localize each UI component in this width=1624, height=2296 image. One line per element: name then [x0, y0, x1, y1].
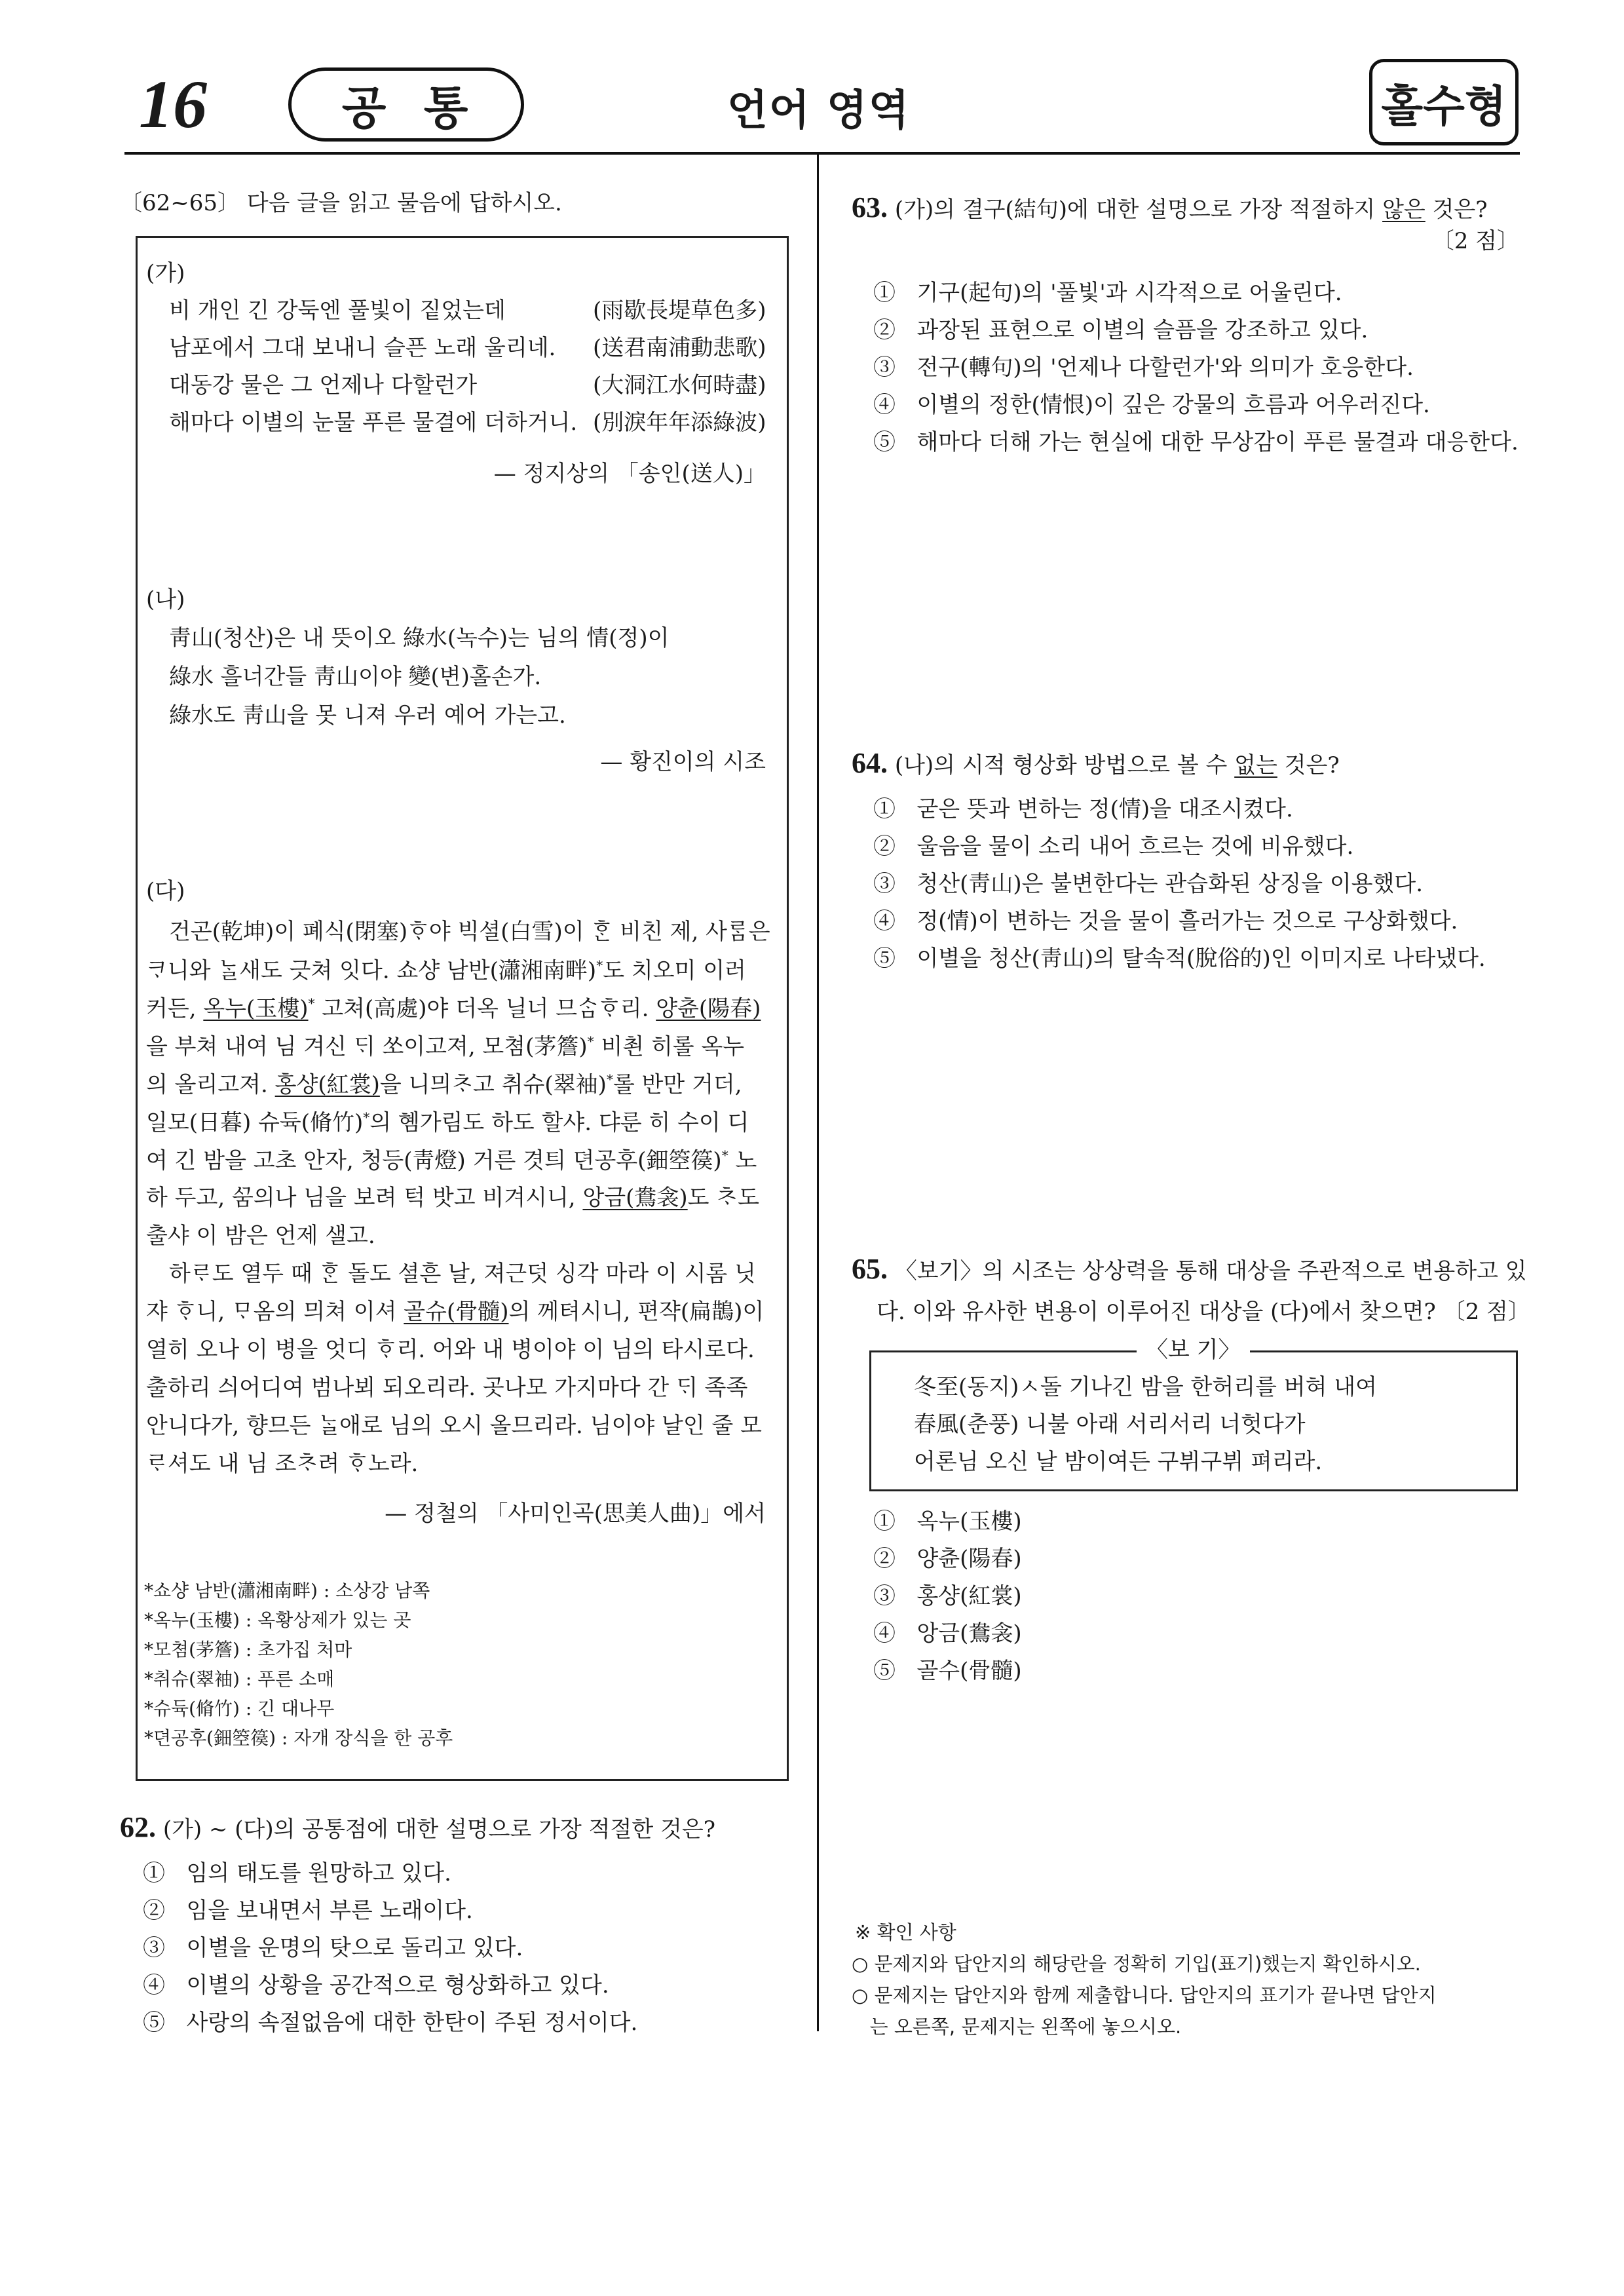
choice-mark: ②	[143, 1898, 165, 1924]
choice-text: 이별을 청산(靑山)의 탈속적(脫俗的)인 이미지로 나타냈다.	[916, 946, 1486, 972]
choice-3[interactable]	[873, 356, 1414, 379]
choice-text: 기구(起句)의 '풀빛'과 시각적으로 어울린다.	[916, 280, 1342, 306]
footnote-mark: *	[596, 957, 603, 973]
section-title: 언어 영역	[727, 86, 911, 135]
choice-text: 이별을 운명의 탓으로 돌리고 있다.	[186, 1935, 523, 1961]
question-stem: (가) ~ (다)의 공통점에 대한 설명으로 가장 적절한 것은?	[162, 1816, 715, 1843]
question-stem-emphasis: 않은	[1382, 197, 1426, 223]
prose-text: 하 두고, ᄭᅮᆷ의나 님을 보려 턱 밧고 비겨시니,	[146, 1185, 583, 1211]
prose-line	[169, 921, 770, 943]
choice-4[interactable]	[143, 1974, 609, 1997]
question-64	[852, 749, 1340, 778]
choice-text: 옥누(玉樓)	[916, 1508, 1022, 1535]
choice-text: 양츈(陽春)	[916, 1546, 1022, 1572]
footnote: *슈듁(脩竹) : 긴 대나무	[144, 1698, 335, 1719]
choice-mark: ③	[873, 871, 896, 897]
choice-text: 전구(轉句)의 '언제나 다할런가'와 의미가 호응한다.	[916, 354, 1414, 381]
column-divider	[817, 153, 819, 2031]
choice-mark: ④	[873, 908, 896, 934]
choice-3[interactable]	[873, 873, 1423, 895]
choice-text: 울음을 물이 소리 내어 흐르는 것에 비유했다.	[916, 833, 1354, 860]
prose-line	[146, 1073, 742, 1096]
passage-da-source: — 정철의 「사미인곡(思美人曲)」에서	[385, 1501, 766, 1527]
question-stem-line2: 다. 이와 유사한 변용이 이루어진 대상을 (다)에서 찾으면? 〔2 점〕	[877, 1299, 1530, 1325]
choice-mark: ④	[873, 1620, 896, 1647]
choice-2[interactable]	[873, 319, 1368, 341]
question-stem: (가)의 결구(結句)에 대한 설명으로 가장 적절하지	[894, 197, 1383, 223]
notice-item: ○ 문제지와 답안지의 해당란을 정확히 기입(표기)했는지 확인하시오.	[852, 1953, 1421, 1975]
question-63	[852, 193, 1488, 222]
choice-2[interactable]	[873, 1548, 1022, 1570]
prose-line	[146, 1377, 747, 1399]
choice-mark: ③	[873, 354, 896, 381]
question-stem: 것은?	[1277, 752, 1340, 778]
choice-4[interactable]	[873, 910, 1458, 932]
choice-2[interactable]	[873, 835, 1353, 858]
prose-line	[146, 1111, 749, 1134]
prose-text: 롤 반만 거더,	[613, 1071, 742, 1098]
prose-text: 쟈 ᄒᆞ니, ᄆᆞ옴의 믜쳐 이셔	[146, 1299, 404, 1325]
choice-1[interactable]	[143, 1862, 451, 1885]
prose-line	[146, 1339, 755, 1361]
subject-left-char: 공	[341, 81, 389, 135]
question-number: 62.	[120, 1811, 156, 1843]
prose-text: 안니다가, 향므든 ᄂᆞᆯ애로 님의 오시 올므리라. 님이야 날인 줄 모	[146, 1413, 762, 1439]
footnote-mark: *	[606, 1071, 613, 1087]
prose-text: 여 긴 밤을 고초 안자, 청등(靑燈) 거른 겻틔 뎐공후(鈿箜篌)	[146, 1147, 722, 1174]
choice-4[interactable]	[873, 394, 1430, 416]
prose-text: 열히 오나 이 병을 엇디 ᄒᆞ리. 어와 내 병이야 이 님의 타시로다.	[146, 1337, 755, 1363]
choice-4[interactable]	[873, 1622, 1022, 1645]
poem-line-hanja: (別淚年年添綠波)	[593, 410, 766, 436]
prose-text: 출하리 싀어디여 범나뵈 되오리라. 곳나모 가지마다 간 ᄃᆡ 족족	[146, 1375, 748, 1401]
choice-5[interactable]	[143, 2012, 637, 2034]
footnote-mark: *	[721, 1147, 728, 1163]
choice-mark: ②	[873, 317, 896, 343]
underlined-term-hongsang: 홍샹(紅裳)	[274, 1071, 380, 1098]
footnote-mark: *	[363, 1109, 370, 1125]
footnote: *취슈(翠袖) : 푸른 소매	[144, 1668, 335, 1690]
page-number: 16	[139, 67, 207, 142]
prose-line	[146, 1225, 375, 1247]
choice-text: 과장된 표현으로 이별의 슬픔을 강조하고 있다.	[916, 317, 1369, 343]
question-points: 〔2 점〕	[1431, 228, 1519, 254]
prose-text: 을 부쳐 내여 님 겨신 ᄃᆡ 쏘이고져, 모쳠(茅簷)	[146, 1033, 588, 1060]
prose-line	[169, 1263, 756, 1285]
choice-mark: ③	[873, 1583, 896, 1609]
choice-text: 사랑의 속절없음에 대한 한탄이 주된 정서이다.	[186, 2010, 638, 2036]
poem-line: 해마다 이별의 눈물 푸른 물결에 더하거니.	[169, 410, 578, 436]
prose-text: 의 께텨시니, 편쟉(扁鵲)이	[508, 1299, 765, 1325]
sijo-line: 綠水 흘너간들 靑山이야 變(변)홀손가.	[169, 664, 542, 690]
question-number: 65.	[852, 1253, 888, 1285]
notice-item: ○ 문제지는 답안지와 함께 제출합니다. 답안지의 표기가 끝나면 답안지	[852, 1984, 1437, 2006]
prose-text: 노	[728, 1147, 757, 1174]
choice-mark: ①	[873, 280, 896, 306]
poem-line-hanja: (送君南浦動悲歌)	[593, 335, 766, 361]
bogi-line: 冬至(동지)ㅅ돌 기나긴 밤을 한허리를 버혀 내여	[914, 1374, 1377, 1400]
prose-text: 출샤 이 밤은 언제 샐고.	[146, 1223, 375, 1249]
question-stem: (나)의 시적 형상화 방법으로 볼 수	[894, 752, 1235, 778]
choice-5[interactable]	[873, 1660, 1022, 1682]
underlined-term-anggeum: 앙금(鴦衾)	[582, 1185, 688, 1211]
prose-line	[146, 997, 761, 1020]
choice-1[interactable]	[873, 1510, 1022, 1533]
footnote: *옥누(玉樓) : 옥황상제가 있는 곳	[144, 1609, 411, 1631]
bogi-line: 春風(춘풍) 니불 아래 서리서리 너헛다가	[914, 1411, 1306, 1438]
sijo-line: 綠水도 靑山을 못 니져 우러 예어 가는고.	[169, 702, 566, 729]
choice-5[interactable]	[873, 947, 1486, 970]
choice-text: 임의 태도를 원망하고 있다.	[186, 1860, 451, 1886]
prose-line	[146, 1149, 757, 1172]
choice-text: 홍샹(紅裳)	[916, 1583, 1022, 1609]
choice-3[interactable]	[873, 1585, 1022, 1607]
prose-text: 의 올리고져.	[146, 1071, 275, 1098]
footnote: *모쳠(茅簷) : 초가집 처마	[144, 1639, 352, 1660]
choice-5[interactable]	[873, 431, 1519, 453]
footnote: *뎐공후(鈿箜篌) : 자개 장식을 한 공후	[144, 1727, 453, 1749]
prose-text: 하ᄅᆞ도 열두 때 ᄒᆞᆫ 돌도 셜흔 날, 져근덧 싱각 마라 이 시롬 닛	[169, 1261, 756, 1287]
prose-text: ᄏᆞ니와 ᄂᆞᆯ새도 긋쳐 잇다. 쇼샹 남반(瀟湘南畔)	[146, 957, 597, 984]
prose-line	[146, 1187, 759, 1209]
prose-line	[146, 1035, 744, 1058]
choice-1[interactable]	[873, 798, 1293, 820]
choice-mark: ①	[873, 1508, 896, 1535]
prose-text: 건곤(乾坤)이 폐식(閉塞)ᄒᆞ야 빅셜(白雪)이 ᄒᆞᆫ 비친 제, 사ᄅᆞᆷ은	[169, 919, 770, 945]
poem-line-hanja: (大洞江水何時盡)	[593, 372, 766, 398]
choice-text: 이별의 상황을 공간적으로 형상화하고 있다.	[186, 1972, 609, 1999]
bogi-title: 〈보 기〉	[1137, 1339, 1250, 1361]
choice-mark: ④	[873, 392, 896, 418]
underlined-term-yangchun: 양츈(陽春)	[656, 995, 761, 1022]
question-stem-emphasis: 없는	[1234, 752, 1277, 778]
underlined-term-oknu: 옥누(玉樓)	[203, 995, 309, 1022]
passage-ga-label: (가)	[146, 260, 185, 286]
prose-text: 고쳐(高處)야 더옥 닐너 므ᄉᆞᆷᄒᆞ리.	[314, 995, 656, 1022]
prose-text: 비쵠 히롤 옥누	[594, 1033, 745, 1060]
subject-right-char: 통	[423, 81, 471, 135]
prose-text: 의 혬가림도 하도 할샤. 댜룬 히 수이 디	[369, 1109, 749, 1136]
prose-line	[146, 1301, 764, 1323]
prose-line	[146, 959, 746, 982]
passage-intro: 〔62~65〕 다음 글을 읽고 물음에 답하시오.	[120, 190, 562, 216]
choice-mark: ①	[873, 796, 896, 822]
choice-mark: ⑤	[143, 2010, 165, 2036]
question-65	[852, 1255, 1527, 1284]
header-divider	[124, 152, 1520, 155]
underlined-term-golsu: 골슈(骨髓)	[404, 1299, 509, 1325]
choice-mark: ⑤	[873, 1658, 896, 1684]
choice-text: 이별의 정한(情恨)이 깊은 강물의 흐름과 어우러진다.	[916, 392, 1430, 418]
passage-da-label: (다)	[146, 878, 185, 904]
choice-mark: ③	[143, 1935, 165, 1961]
footnote-mark: *	[587, 1033, 594, 1049]
choice-mark: ⑤	[873, 429, 896, 455]
choice-text: 정(情)이 변하는 것을 물이 흘러가는 것으로 구상화했다.	[916, 908, 1458, 934]
choice-mark: ②	[873, 833, 896, 860]
prose-line	[146, 1453, 418, 1475]
choice-2[interactable]	[143, 1900, 473, 1922]
footnote-mark: *	[308, 995, 315, 1011]
poem-line: 비 개인 긴 강둑엔 풀빛이 짙었는데	[169, 297, 506, 324]
bogi-line: 어론님 오신 날 밤이여든 구뷔구뷔 펴리라.	[914, 1449, 1323, 1475]
choice-mark: ④	[143, 1972, 165, 1999]
choice-mark: ①	[143, 1860, 165, 1886]
choice-text: 굳은 뜻과 변하는 정(情)을 대조시켰다.	[916, 796, 1293, 822]
choice-text: 골수(骨髓)	[916, 1658, 1022, 1684]
choice-3[interactable]	[143, 1937, 523, 1959]
prose-line	[146, 1415, 762, 1437]
choice-text: 청산(靑山)은 불변한다는 관습화된 상징을 이용했다.	[916, 871, 1424, 897]
choice-text: 임을 보내면서 부른 노래이다.	[186, 1898, 473, 1924]
notice-item: 는 오른쪽, 문제지는 왼쪽에 놓으시오.	[852, 2016, 1182, 2038]
question-stem: 것은?	[1425, 197, 1488, 223]
prose-text: ᄅᆞ셔도 내 님 조ᄎᆞ려 ᄒᆞ노라.	[146, 1451, 419, 1477]
prose-text: 일모(日暮) 슈듁(脩竹)	[146, 1109, 364, 1136]
subject-badge	[288, 67, 524, 142]
passage-ga-source: — 정지상의 「송인(送人)」	[493, 461, 766, 487]
choice-1[interactable]	[873, 282, 1342, 304]
choice-mark: ②	[873, 1546, 896, 1572]
passage-na-source: — 황진이의 시조	[600, 749, 766, 775]
choice-text: 해마다 더해 가는 현실에 대한 무상감이 푸른 물결과 대응한다.	[916, 429, 1519, 455]
question-stem: 〈보기〉의 시조는 상상력을 통해 대상을 주관적으로 변용하고 있	[894, 1258, 1527, 1284]
question-62	[120, 1813, 715, 1842]
notice-title: ※ 확인 사항	[855, 1921, 956, 1943]
choice-mark: ⑤	[873, 946, 896, 972]
sijo-line: 靑山(청산)은 내 뜻이오 綠水(녹수)는 님의 情(정)이	[169, 625, 670, 651]
prose-text: 커든,	[146, 995, 204, 1022]
poem-line: 남포에서 그대 보내니 슬픈 노래 울리네.	[169, 335, 556, 361]
poem-line-hanja: (雨歇長堤草色多)	[593, 297, 766, 324]
footnote: *쇼샹 남반(瀟湘南畔) : 소상강 남쪽	[144, 1580, 430, 1601]
question-number: 64.	[852, 747, 888, 779]
prose-text: 을 니믜ᄎᆞ고 취슈(翠袖)	[379, 1071, 607, 1098]
prose-text: 도 ᄎᆞ도	[687, 1185, 759, 1211]
poem-line: 대동강 물은 그 언제나 다할런가	[169, 372, 478, 398]
prose-text: 도 치오미 이러	[603, 957, 746, 984]
exam-type-badge: 홀수형	[1369, 59, 1519, 145]
question-number: 63.	[852, 191, 888, 223]
passage-na-label: (나)	[146, 586, 185, 613]
choice-text: 앙금(鴦衾)	[916, 1620, 1022, 1647]
